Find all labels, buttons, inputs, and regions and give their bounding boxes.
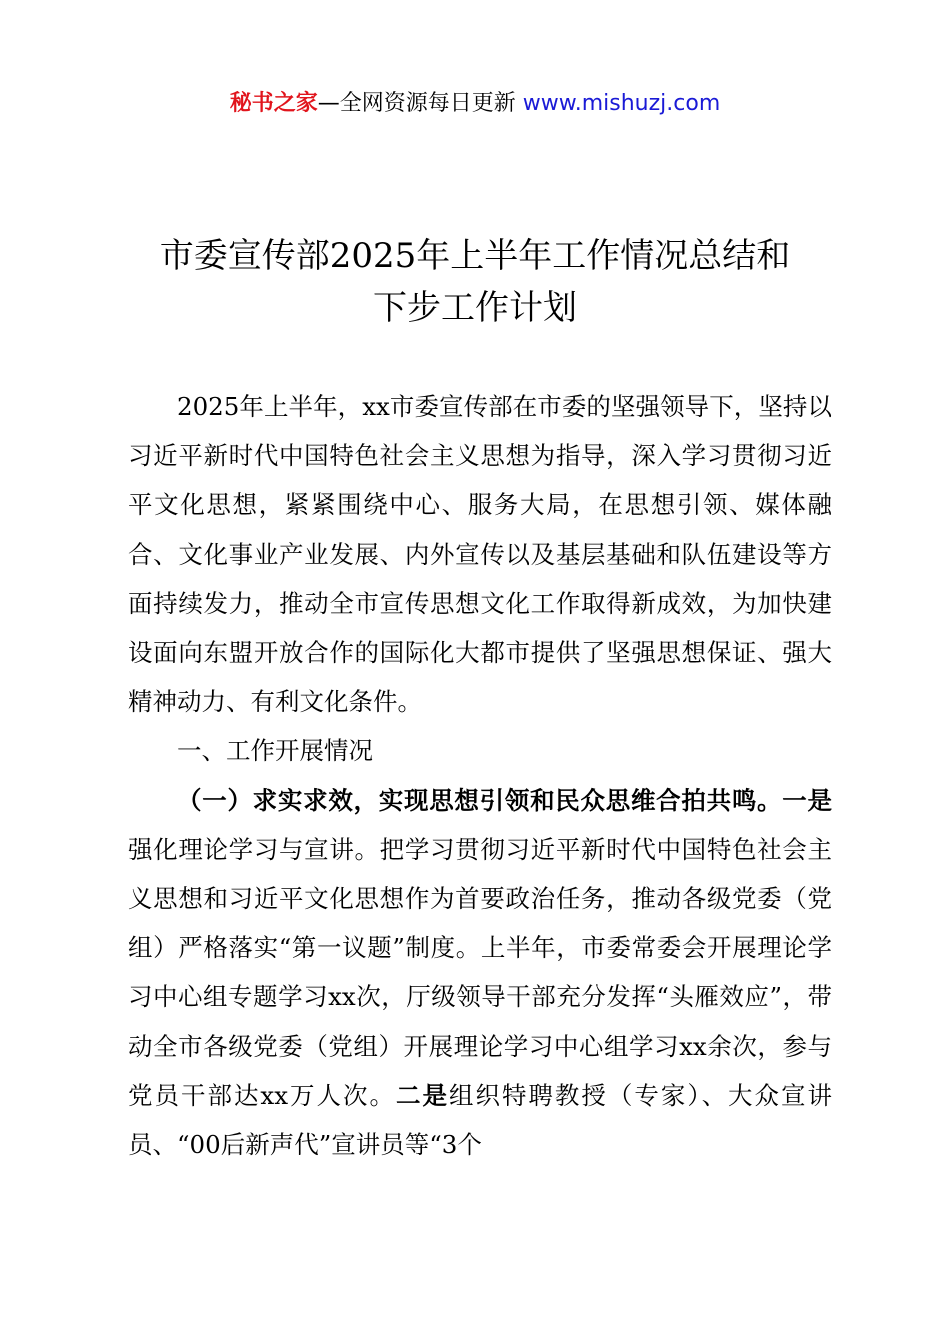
intro-paragraph: 2025年上半年，xx市委宣传部在市委的坚强领导下，坚持以习近平新时代中国特色社会主义思想为指导，深入学习贯彻习近平文化思想，紧紧围绕中心、服务大局，在思想引领、媒体融合、文化事业产业发展、内外宣传以及基层基础和队伍建设等方面持续发力，推动全市宣传思想文化工作取得新成效，为加快建设面向东盟开放合作的国际化大都市提供了坚强思想保证、强大精神动力、有利文化条件。 [128,392,832,717]
site-url-link[interactable]: www.mishuzj.com [522,91,721,116]
document-title [100,230,850,334]
brand-name: 秘书之家 [229,91,318,116]
section-paragraph [128,776,832,1170]
title-line-1: 市委宣传部2025年上半年工作情况总结和 [159,236,791,276]
title-line-2: 下步工作计划 [373,288,577,328]
paragraph-text: 强化理论学习与宣讲。把学习贯彻习近平新时代中国特色社会主义思想和习近平文化思想作为首要政治任务，推动各级党委（党组）严格落实“第一议题”制度。上半年，市委常委会开展理论学习中心组专题学习xx次，厅级领导干部充分发挥“头雁效应”，带动全市各级党委（党组）开展理论学习中心组学习xx余次，参与党员干部达xx万人次。 [128,834,832,1110]
header-slogan: —全网资源每日更新 [317,91,523,116]
site-header [0,88,950,120]
point-marker: 二是 [395,1080,449,1110]
document-body [128,382,832,1169]
subsection-heading: （一）求实求效，实现思想引领和民众思维合拍共鸣。一是 [177,785,832,815]
section-heading: 一、工作开展情况 [177,736,373,766]
paragraph-text-continued: 组织特聘教授（专家）、大众宣讲员、“00后新声代”宣讲员等“3个 [128,1080,833,1160]
